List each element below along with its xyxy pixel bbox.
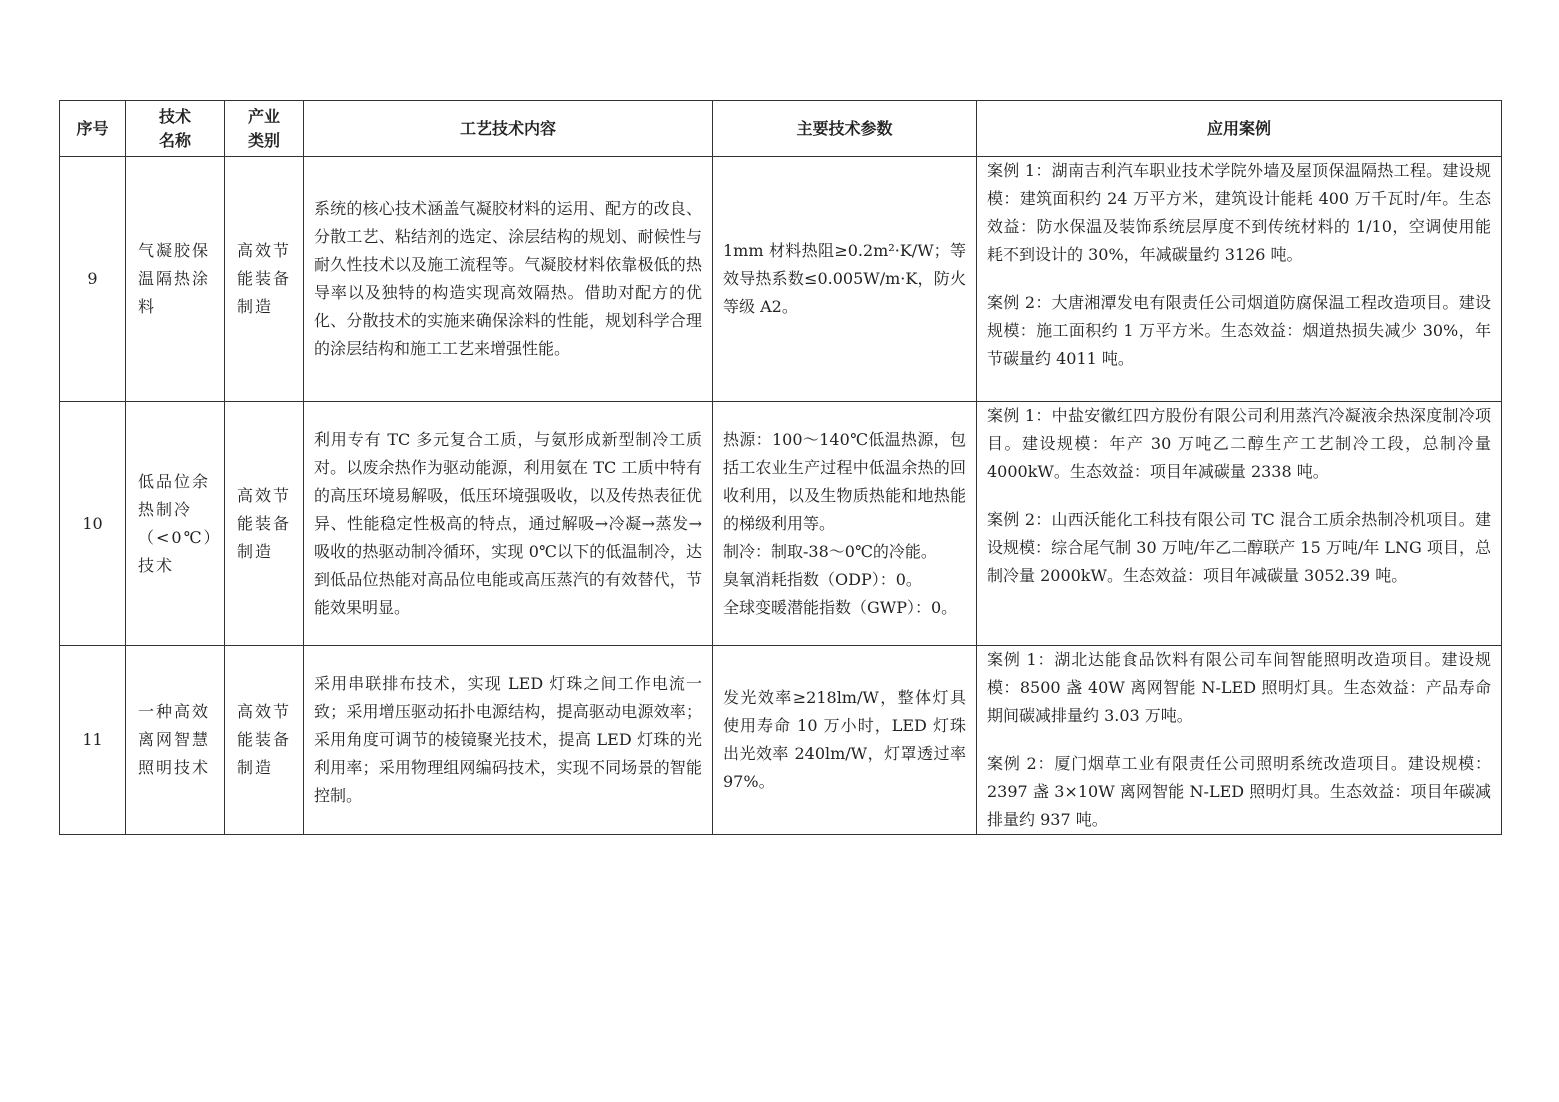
- row-industry: 高效节能装备制造: [225, 402, 304, 646]
- param-line: 臭氧消耗指数（ODP）：0。: [723, 569, 922, 589]
- header-industry: [225, 101, 304, 157]
- case-2: 案例 2：厦门烟草工业有限责任公司照明系统改造项目。建设规模：2397 盏 3×10W 离网智能 N-LED 照明灯具。生态效益：项目年碳减排量约 937 吨。: [987, 754, 1491, 829]
- case-2: 案例 2：大唐湘潭发电有限责任公司烟道防腐保温工程改造项目。建设规模：施工面积约 1 万平方米。生态效益：烟道热损失减少 30%，年节碳量约 4011 吨。: [987, 293, 1491, 368]
- technology-table-container: [59, 100, 1501, 835]
- row-seq: 11: [60, 646, 126, 835]
- row-tech-name: 气凝胶保温隔热涂料: [126, 157, 225, 402]
- row-params: [713, 157, 977, 402]
- case-2: 案例 2：山西沃能化工科技有限公司 TC 混合工质余热制冷机项目。建设规模：综合尾气制 30 万吨/年乙二醇联产 15 万吨/年 LNG 项目，总制冷量 2000kW。生态效益：项目年减碳量 3052.39 吨。: [987, 510, 1491, 585]
- header-params: 主要技术参数: [713, 101, 977, 157]
- row-cases: [977, 157, 1502, 402]
- header-industry-line2: 类别: [247, 130, 280, 150]
- row-seq: 10: [60, 402, 126, 646]
- row-industry: 高效节能装备制造: [225, 157, 304, 402]
- header-seq: 序号: [60, 101, 126, 157]
- param-line: 1mm 材料热阻≥0.2m²·K/W；等效导热系数≤0.005W/m·K，防火等级 A2。: [723, 241, 966, 316]
- header-process: 工艺技术内容: [304, 101, 713, 157]
- table-row: [60, 157, 1502, 402]
- header-row: [60, 101, 1502, 157]
- table-row: [60, 646, 1502, 835]
- row-seq: 9: [60, 157, 126, 402]
- row-industry: 高效节能装备制造: [225, 646, 304, 835]
- row-params: [713, 402, 977, 646]
- header-tech-name-line2: 名称: [158, 130, 191, 150]
- param-line: 热源：100～140℃低温热源，包括工农业生产过程中低温余热的回收利用，以及生物质热能和地热能的梯级利用等。: [723, 429, 966, 533]
- row-process: 采用串联排布技术，实现 LED 灯珠之间工作电流一致；采用增压驱动拓扑电源结构，提高驱动电源效率；采用角度可调节的棱镜聚光技术，提高 LED 灯珠的光利用率；采用物理组网编码技术，实现不同场景的智能控制。: [304, 646, 713, 835]
- row-tech-name: 一种高效离网智慧照明技术: [126, 646, 225, 835]
- param-line: 全球变暖潜能指数（GWP）：0。: [723, 597, 958, 617]
- row-cases: [977, 646, 1502, 835]
- case-1: 案例 1：湖北达能食品饮料有限公司车间智能照明改造项目。建设规模：8500 盏 40W 离网智能 N-LED 照明灯具。生态效益：产品寿命期间碳减排量约 3.03 万吨。: [987, 650, 1491, 725]
- header-tech-name-line1: 技术: [158, 106, 191, 126]
- row-cases: [977, 402, 1502, 646]
- case-1: 案例 1：中盐安徽红四方股份有限公司利用蒸汽冷凝液余热深度制冷项目。建设规模：年产 30 万吨乙二醇生产工艺制冷工段，总制冷量 4000kW。生态效益：项目年减碳量 2338 吨。: [987, 406, 1491, 481]
- param-line: 发光效率≥218lm/W，整体灯具使用寿命 10 万小时，LED 灯珠出光效率 240lm/W，灯罩透过率 97%。: [723, 688, 966, 791]
- row-params: [713, 646, 977, 835]
- header-tech-name: [126, 101, 225, 157]
- row-process: 系统的核心技术涵盖气凝胶材料的运用、配方的改良、分散工艺、粘结剂的选定、涂层结构的规划、耐候性与耐久性技术以及施工流程等。气凝胶材料依靠极低的热导率以及独特的构造实现高效隔热。借助对配方的优化、分散技术的实施来确保涂料的性能，规划科学合理的涂层结构和施工工艺来增强性能。: [304, 157, 713, 402]
- param-line: 制冷：制取-38～0℃的冷能。: [723, 541, 937, 561]
- case-1: 案例 1：湖南吉利汽车职业技术学院外墙及屋顶保温隔热工程。建设规模：建筑面积约 24 万平方米，建筑设计能耗 400 万千瓦时/年。生态效益：防水保温及装饰系统层厚度不到传统材料的 1/10，空调使用能耗不到设计的 30%，年减碳量约 3126 吨。: [987, 161, 1491, 264]
- header-cases: 应用案例: [977, 101, 1502, 157]
- row-process: 利用专有 TC 多元复合工质，与氨形成新型制冷工质对。以废余热作为驱动能源，利用氨在 TC 工质中特有的高压环境易解吸，低压环境强吸收，以及传热表征优异、性能稳定性极高的特点，通过解吸→冷凝→蒸发→吸收的热驱动制冷循环，实现 0℃以下的低温制冷，达到低品位热能对高品位电能或高压蒸汽的有效替代，节能效果明显。: [304, 402, 713, 646]
- row-tech-name: 低品位余热制冷（<0℃）技术: [126, 402, 225, 646]
- table-row: [60, 402, 1502, 646]
- technology-table: [59, 100, 1502, 835]
- header-industry-line1: 产业: [247, 106, 280, 126]
